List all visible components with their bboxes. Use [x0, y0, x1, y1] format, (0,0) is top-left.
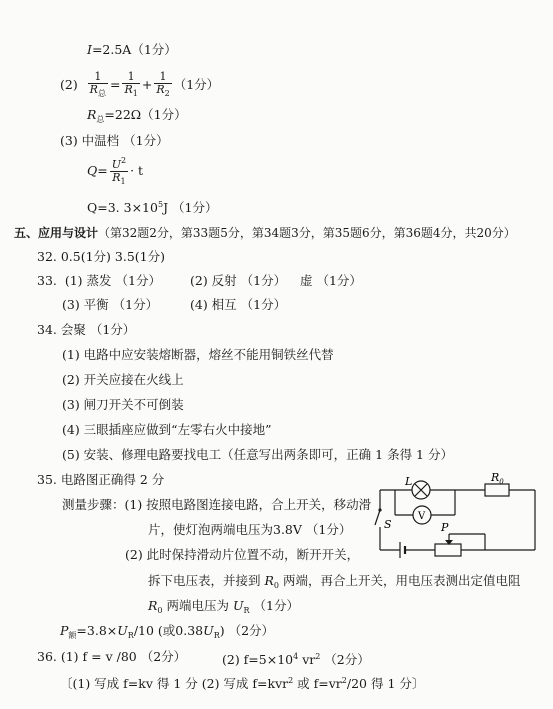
switch-pivot — [378, 508, 381, 511]
answer-mid-gear: (3) 中温档 （1分） — [60, 133, 169, 148]
section-5-header — [14, 225, 516, 241]
q32-answer: 32. 0.5(1分) 3.5(1分) — [37, 249, 165, 264]
score: ) （2分） — [219, 623, 275, 638]
circuit-diagram — [365, 470, 545, 570]
sub: 0 — [157, 606, 163, 615]
frac-num — [110, 155, 128, 172]
item-number: (2) — [60, 77, 78, 92]
q34-2: (2) 开关应接在火线上 — [62, 372, 184, 387]
q34-5: (5) 安装、修理电路要找电工（任意写出两条即可，正确 1 条得 1 分） — [62, 447, 453, 462]
switch-s — [375, 510, 380, 525]
sup: 5 — [157, 200, 164, 209]
label-p: P — [441, 521, 449, 534]
answer-heat-formula — [87, 154, 143, 188]
text: 〔(1) 写成 f=kv 得 1 分 (2) 写成 f=kvr — [60, 676, 289, 691]
text: vr — [298, 652, 316, 667]
q33-1: (1) 蒸发 （1分） — [64, 273, 161, 288]
label-s: S — [384, 518, 392, 531]
sub: 额 — [68, 631, 77, 640]
text: /10 (或0.38 — [133, 623, 204, 638]
text: (2) f=5×10 — [222, 652, 294, 667]
q36-note — [60, 673, 424, 692]
q36-2 — [222, 649, 370, 668]
section-title: 五、应用与设计 — [14, 226, 99, 240]
text: 或 f=vr — [293, 676, 342, 691]
frac-den — [154, 84, 171, 100]
sup: 2 — [341, 676, 347, 685]
q33-2b: 虚 （1分） — [300, 273, 362, 288]
sup: 4 — [293, 652, 299, 661]
equals: = — [109, 77, 121, 92]
sub: 总 — [96, 115, 105, 124]
frac-r1 — [122, 71, 139, 100]
var-Q: Q= — [87, 163, 108, 178]
q34-answer: 34. 会聚 （1分） — [37, 322, 136, 337]
score: （2分） — [320, 652, 370, 667]
q35-step1b: 片，使灯泡两端电压为3.8V （1分） — [148, 522, 352, 537]
lhs-fraction — [88, 71, 108, 100]
var-U: U — [232, 598, 244, 613]
var-R: R — [87, 107, 97, 122]
sub: 1 — [132, 89, 138, 98]
score: （1分） — [249, 598, 299, 613]
sub: 0 — [273, 581, 279, 590]
var-R: R — [264, 573, 274, 588]
value: =22Ω — [104, 107, 142, 122]
frac-num: 1 — [88, 71, 108, 84]
q35-header: 35. 电路图正确得 2 分 — [37, 472, 165, 487]
value: Q=3. 3×10 — [87, 200, 158, 215]
label-r0 — [490, 471, 504, 486]
var-R: R — [156, 83, 165, 96]
q36-1: 36. (1) f = v /80 （2分） — [37, 649, 187, 664]
sub: 0 — [499, 478, 504, 486]
q-number: 33. — [37, 273, 57, 288]
frac-den — [88, 84, 108, 100]
var-U: U — [203, 623, 214, 638]
frac-den — [122, 84, 139, 100]
var-R: R — [491, 471, 500, 484]
unit-score: J （1分） — [163, 200, 218, 215]
value-current: =2.5A — [91, 42, 132, 57]
var-R: R — [89, 83, 98, 96]
text: /20 得 1 分〕 — [346, 676, 425, 691]
q33-row1 — [37, 273, 161, 289]
answer-heat-value — [87, 197, 218, 216]
q34-3: (3) 闸刀开关不可倒装 — [62, 397, 184, 412]
sub: R — [213, 631, 220, 640]
var-R: R — [148, 598, 158, 613]
q35-step2b — [148, 573, 520, 594]
var-U: U — [117, 623, 128, 638]
var-I: I — [87, 42, 92, 57]
answer-resistance-value — [87, 107, 187, 128]
q33-2: (2) 反射 （1分） — [190, 273, 287, 288]
sub: R — [243, 606, 250, 615]
q35-power-formula — [60, 623, 274, 644]
sub: R — [127, 631, 134, 640]
resistor-r0 — [485, 484, 509, 496]
times-t: · t — [130, 163, 144, 178]
sup: 2 — [288, 676, 294, 685]
sub: 2 — [164, 89, 170, 98]
q34-1: (1) 电路中应安装熔断器，熔丝不能用铜铁丝代替 — [62, 347, 334, 362]
q34-4: (4) 三眼插座应做到“左零右火中接地” — [62, 422, 272, 437]
text: 两端，再合上开关，用电压表测出定值电阻 — [279, 573, 521, 588]
q35-step2a: (2) 此时保持滑动片位置不动，断开开关， — [125, 547, 360, 562]
var-R: R — [124, 83, 133, 96]
answer-resistance-formula — [60, 68, 219, 102]
score: （1分） — [141, 107, 187, 122]
label-v: V — [418, 511, 426, 522]
label-l: L — [405, 475, 413, 488]
section-detail: （第32题2分，第33题5分，第34题3分，第35题6分，第36题4分，共20分） — [98, 226, 516, 240]
q35-step2c — [148, 598, 299, 619]
var-U: U — [111, 158, 122, 171]
var-R: R — [112, 171, 121, 184]
frac-u2-r1 — [110, 155, 128, 188]
q33-4: (4) 相互 （1分） — [190, 297, 287, 312]
rheostat — [435, 544, 461, 556]
score: （1分） — [173, 77, 220, 92]
text: =3.8× — [76, 623, 118, 638]
q33-3: (3) 平衡 （1分） — [62, 297, 159, 312]
var-P: P — [60, 623, 69, 638]
text: 两端电压为 — [162, 598, 233, 613]
score: （1分） — [131, 42, 177, 57]
sup: 2 — [121, 156, 127, 165]
frac-num: 1 — [122, 71, 139, 84]
q35-step1a: 测量步骤：(1) 按照电路图连接电路，合上开关，移动滑 — [62, 497, 372, 512]
sub: 1 — [120, 177, 126, 186]
answer-current — [87, 42, 177, 58]
text: 拆下电压表，并接到 — [148, 573, 265, 588]
sup: 2 — [315, 652, 321, 661]
plus: + — [141, 77, 153, 92]
frac-den — [110, 172, 128, 188]
sub: 总 — [97, 89, 106, 98]
frac-num: 1 — [154, 71, 171, 84]
frac-r2 — [154, 71, 171, 100]
